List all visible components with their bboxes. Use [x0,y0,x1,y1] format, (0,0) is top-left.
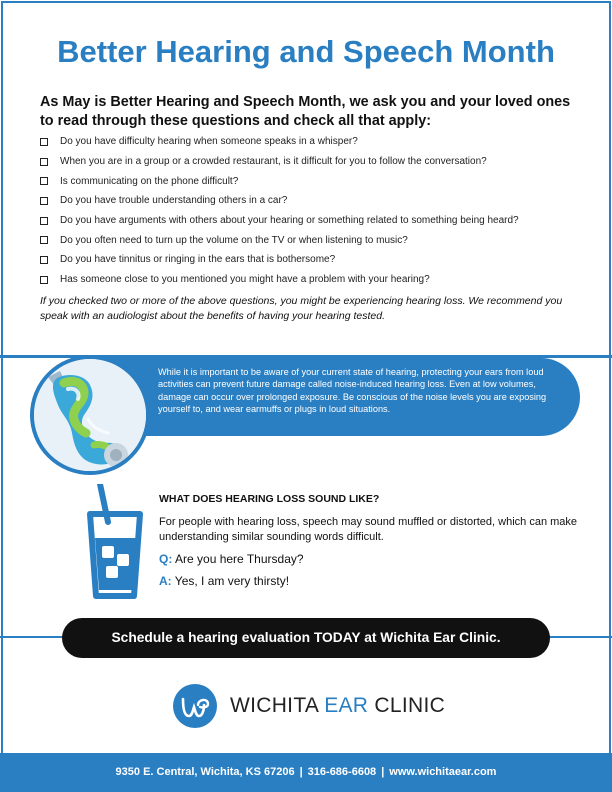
page-title: Better Hearing and Speech Month [57,34,555,69]
glass-of-water-icon [84,484,154,604]
list-item[interactable] [40,191,580,211]
answer-tag: A: [159,574,172,588]
noise-protection-banner [100,358,580,436]
question-text: When you are in a group or a crowded restaurant, is it difficult for you to follow the conversation? [60,156,487,168]
list-item[interactable] [40,270,580,290]
address: 9350 E. Central, Wichita, KS 67206 [115,766,295,778]
question-quote: Are you here Thursday? [175,552,304,566]
list-item[interactable] [40,132,580,152]
clinic-name-ear: EAR [324,694,369,717]
earplug-icon [34,359,146,471]
earplug-illustration [30,355,150,475]
list-item[interactable] [40,152,580,172]
clinic-logo [172,682,452,730]
question-checklist [40,132,580,290]
separator: | [381,766,385,778]
question-text: Is communicating on the phone difficult? [60,175,239,187]
checkbox[interactable] [40,217,48,225]
list-item[interactable] [40,211,580,231]
question-text: Do you have trouble understanding others in a car? [60,195,288,207]
question-line [159,552,589,566]
checkbox[interactable] [40,197,48,205]
question-text: Do you often need to turn up the volume on the TV or when listening to music? [60,234,408,246]
conclusion-text: If you checked two or more of the above questions, you might be experiencing hearing loss. We recommend you speak with an audiologist about the benefits of having your hearing tested. [40,295,563,322]
answer-quote: Yes, I am very thirsty! [174,574,290,588]
answer-line [159,574,589,588]
website-link[interactable]: www.wichitaear.com [389,766,497,778]
section-description: For people with hearing loss, speech may sound muffled or distorted, which can make understanding similar sounding words difficult. [159,516,578,543]
question-text: Do you have difficulty hearing when someone speaks in a whisper? [60,136,358,148]
clinic-name [230,694,445,718]
phone-number: 316-686-6608 [307,766,377,778]
section-heading: WHAT DOES HEARING LOSS SOUND LIKE? [159,493,380,505]
clinic-name-part: WICHITA [230,694,325,717]
separator: | [299,766,303,778]
intro-text: As May is Better Hearing and Speech Month, we ask you and your loved ones to read through these questions and check all that apply: [40,94,571,129]
checkbox[interactable] [40,138,48,146]
checkbox[interactable] [40,158,48,166]
list-item[interactable] [40,250,580,270]
question-text: Has someone close to you mentioned you might have a problem with your hearing? [60,274,430,286]
list-item[interactable] [40,171,580,191]
checkbox[interactable] [40,256,48,264]
wichita-ear-logo-icon [172,683,218,729]
checkbox[interactable] [40,236,48,244]
list-item[interactable] [40,230,580,250]
banner-text: While it is important to be aware of your current state of hearing, protecting your ears from loud activities can prevent future damage called noise-induced hearing loss. Even at low volumes, damage can occur over prolonged exposure. Be conscious of the noise levels you are exposing yourself to, and wear earmuffs or plugs in loud situations. [158,367,547,415]
question-text: Do you have arguments with others about your hearing or something related to something being heard? [60,215,519,227]
schedule-cta-banner: Schedule a hearing evaluation TODAY at Wichita Ear Clinic. [62,618,550,658]
hearing-loss-section [159,493,589,588]
question-tag: Q: [159,552,173,566]
question-text: Do you have tinnitus or ringing in the ears that is bothersome? [60,254,336,266]
contact-footer [0,753,612,792]
clinic-name-part: CLINIC [368,694,446,717]
checkbox[interactable] [40,276,48,284]
checkbox[interactable] [40,177,48,185]
